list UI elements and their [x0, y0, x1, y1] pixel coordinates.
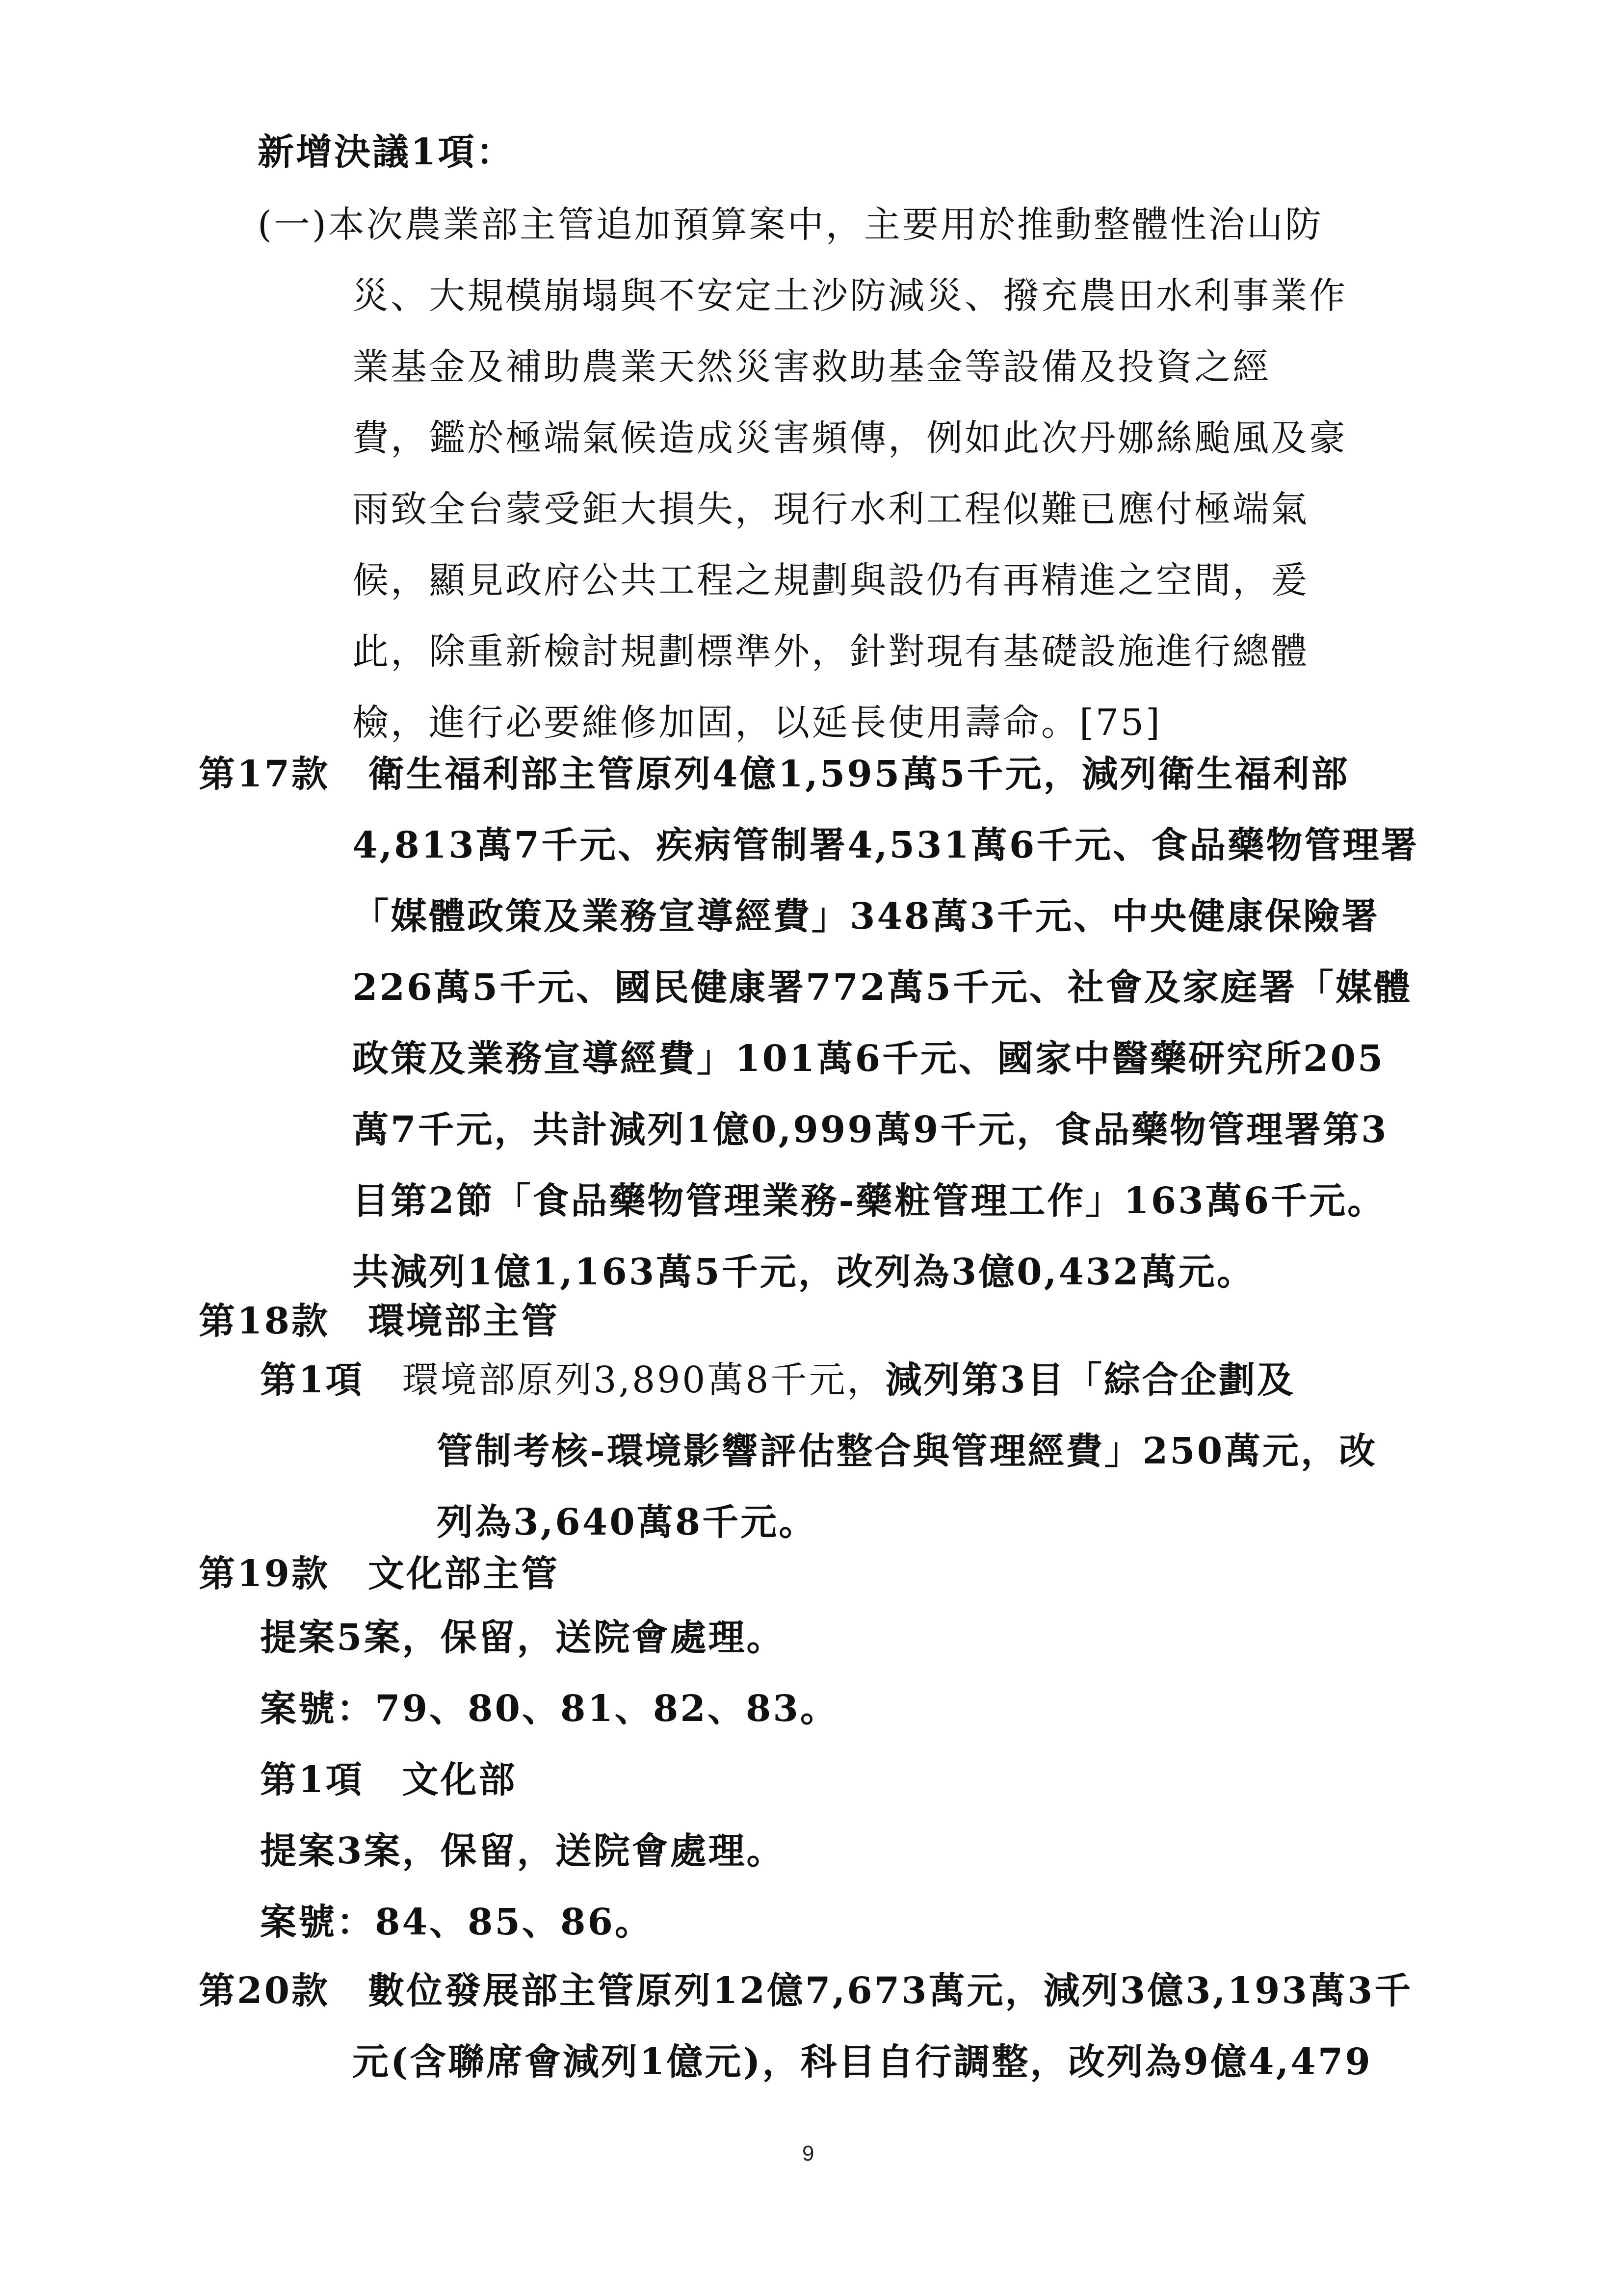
- text-line-sec20-l2: [352, 2038, 1372, 2086]
- text-line-sec19-l2: [260, 1614, 785, 1661]
- text-segment: 226萬5千元、國民健康署772萬5千元、社會及家庭署「媒體: [352, 966, 1412, 1009]
- text-segment: 管制考核-環境影響評估整合與管理經費」250萬元，改: [437, 1430, 1378, 1472]
- text-segment: 新增決議1項：: [258, 131, 515, 173]
- text-line-sec19-item1-l1: [260, 1756, 517, 1803]
- text-line-res-1-l3: [352, 343, 1271, 391]
- text-segment: 費，鑑於極端氣候造成災害頻傳，例如此次丹娜絲颱風及豪: [352, 417, 1347, 459]
- text-segment: 環境部原列3,890萬8千元，: [402, 1359, 886, 1401]
- text-segment: 「媒體政策及業務宣導經費」348萬3千元、中央健康保險署: [352, 895, 1380, 938]
- text-line-res-1-l2: [352, 272, 1347, 319]
- text-line-sec19-item1-l3: [260, 1899, 653, 1946]
- text-segment: 業基金及補助農業天然災害救助基金等設備及投資之經: [352, 346, 1271, 388]
- text-line-sec19-item1-l2: [260, 1827, 785, 1875]
- text-segment: 目第2節「食品藥物管理業務-藥粧管理工作」163萬6千元。: [352, 1180, 1386, 1222]
- text-segment: 提案5案，保留，送院會處理。: [260, 1617, 785, 1659]
- text-line-sec18-item1-l1: [260, 1357, 1295, 1404]
- text-line-res-1-l8: [352, 699, 1162, 746]
- text-segment: 案號：84、85、86。: [260, 1901, 653, 1943]
- text-line-res-1-l7: [352, 628, 1309, 675]
- text-line-sec17-l8: [352, 1249, 1255, 1296]
- text-line-sec17-l2: [352, 822, 1419, 869]
- text-segment: 災、大規模崩塌與不安定土沙防減災、撥充農田水利事業作: [352, 275, 1347, 317]
- text-segment: (一)本次農業部主管追加預算案中，主要用於推動整體性治山防: [258, 204, 1323, 246]
- text-segment: 提案3案，保留，送院會處理。: [260, 1830, 785, 1872]
- text-line-res-1-l1: [258, 201, 1323, 248]
- text-segment: 候，顯見政府公共工程之規劃與設仍有再精進之空間，爰: [352, 559, 1309, 601]
- text-line-res-1-l6: [352, 557, 1309, 604]
- text-segment: 共減列1億1,163萬5千元，改列為3億0,432萬元。: [352, 1251, 1255, 1293]
- text-segment: 第18款 環境部主管: [199, 1300, 559, 1342]
- text-line-sec20-l1: [199, 1967, 1413, 2014]
- text-line-res-1-l5: [352, 486, 1309, 533]
- text-segment: 減列第3目「綜合企劃及: [885, 1359, 1295, 1401]
- text-line-sec17-l1: [199, 751, 1350, 798]
- text-segment: 第19款 文化部主管: [199, 1553, 559, 1595]
- text-line-sec17-l5: [352, 1035, 1385, 1082]
- text-line-res-1-l4: [352, 415, 1347, 462]
- text-line-sec17-l6: [352, 1106, 1388, 1153]
- text-segment: 4,813萬7千元、疾病管制署4,531萬6千元、食品藥物管理署: [352, 824, 1419, 866]
- text-line-sec17-l7: [352, 1177, 1386, 1225]
- text-segment: 雨致全台蒙受鉅大損失，現行水利工程似難已應付極端氣: [352, 488, 1309, 530]
- text-segment: 案號：79、80、81、82、83。: [260, 1688, 838, 1730]
- text-segment: 檢，進行必要維修加固，以延長使用壽命。[75]: [352, 702, 1162, 744]
- text-line-sec18-l1: [199, 1298, 559, 1345]
- text-line-sec17-l4: [352, 964, 1412, 1011]
- text-line-sec19-l1: [199, 1550, 559, 1597]
- text-segment: 萬7千元，共計減列1億0,999萬9千元，食品藥物管理署第3: [352, 1109, 1388, 1151]
- text-line-sec18-item1-l2: [437, 1428, 1377, 1475]
- text-segment: 政策及業務宣導經費」101萬6千元、國家中醫藥研究所205: [352, 1038, 1385, 1080]
- text-line-sec18-item1-l3: [437, 1499, 817, 1546]
- text-line-sec17-l3: [352, 893, 1380, 940]
- text-segment: 元(含聯席會減列1億元)，科目自行調整，改列為9億4,479: [352, 2041, 1372, 2083]
- text-segment: 第20款 數位發展部主管原列12億7,673萬元，減列3億3,193萬3千: [199, 1970, 1413, 2012]
- page-number: 9: [802, 2141, 814, 2166]
- text-segment: 第1項: [260, 1359, 402, 1401]
- text-segment: 第1項 文化部: [260, 1759, 517, 1801]
- text-segment: 列為3,640萬8千元。: [437, 1501, 817, 1543]
- text-line-res-heading: [258, 129, 515, 176]
- text-line-sec19-l3: [260, 1685, 838, 1732]
- text-segment: 此，除重新檢討規劃標準外，針對現有基礎設施進行總體: [352, 630, 1309, 673]
- text-segment: 第17款 衛生福利部主管原列4億1,595萬5千元，減列衛生福利部: [199, 753, 1350, 795]
